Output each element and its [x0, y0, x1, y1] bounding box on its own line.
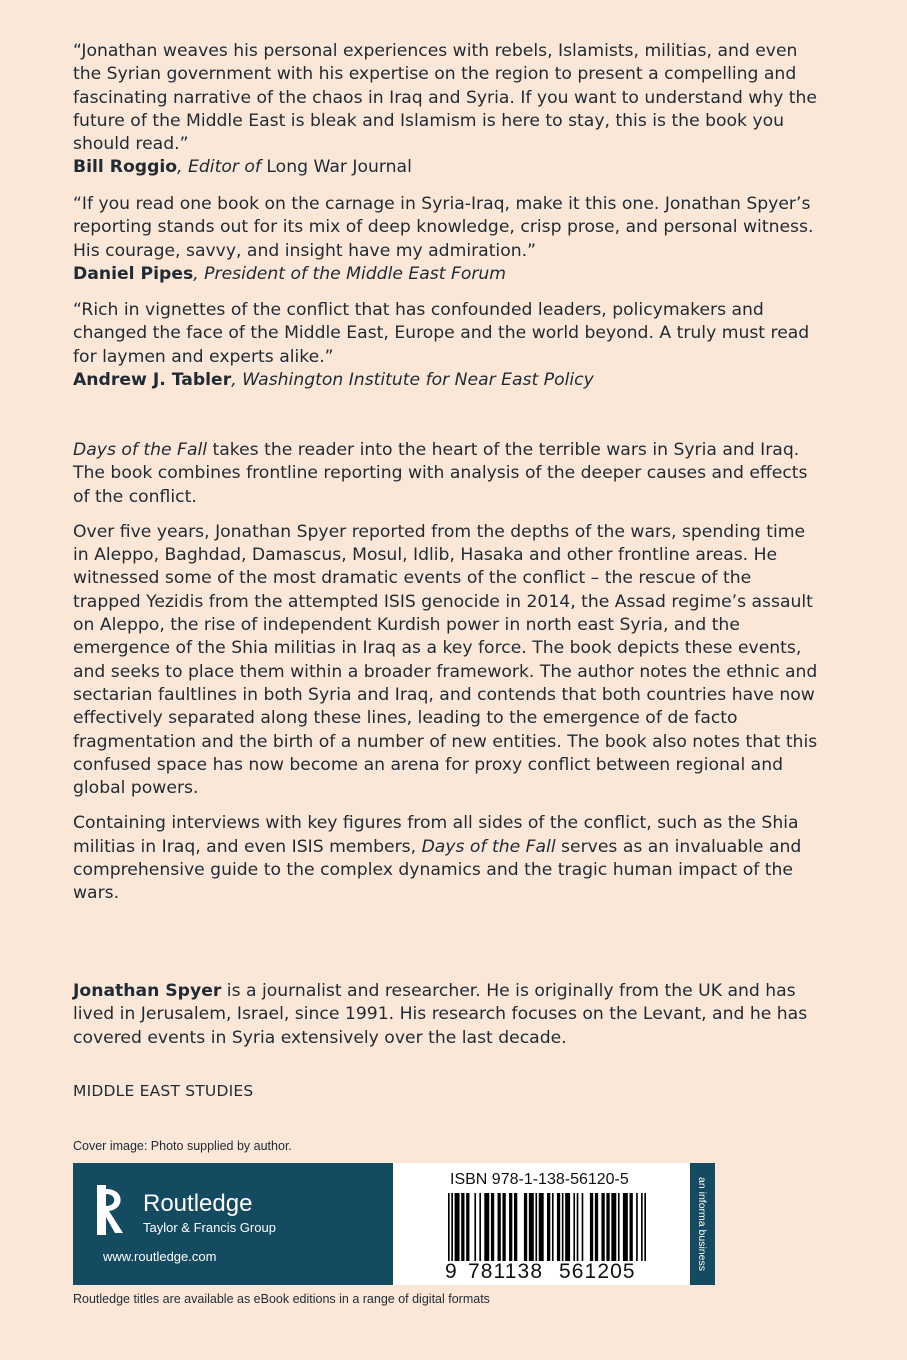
- barcode-bar-20: [562, 1193, 564, 1261]
- barcode-bar-7: [484, 1193, 489, 1261]
- barcode-bar-11: [509, 1193, 512, 1261]
- description-paragraph-1: [73, 439, 823, 509]
- endorsement-name: Andrew J. Tabler: [73, 369, 232, 390]
- barcode-bar-23: [577, 1193, 579, 1261]
- barcode-bar-30: [618, 1193, 620, 1261]
- endorsement-role-prefix: , Editor of: [177, 157, 267, 178]
- book-description: [73, 439, 823, 906]
- barcode-bar-6: [479, 1193, 481, 1261]
- endorsement-role: , Washington Institute for Near East Policy: [231, 369, 594, 390]
- isbn-label: ISBN 978-1-138-56120-5: [450, 1171, 629, 1188]
- publisher-name: Routledge: [143, 1190, 253, 1217]
- barcode-bar-10: [502, 1193, 505, 1261]
- endorsement-attribution: [73, 263, 823, 286]
- barcode-bar-4: [466, 1193, 469, 1261]
- barcode-digit-first: 9: [445, 1260, 457, 1283]
- endorsement-quote: “If you read one book on the carnage in Syria-Iraq, make it this one. Jonathan Spyer’s reporting stands out for its mix of deep knowledge, crisp prose, and personal witness. His courage, savvy, and insight have my admiration.”: [73, 194, 814, 261]
- barcode-bar-15: [535, 1193, 537, 1261]
- barcode-bar-19: [557, 1193, 560, 1261]
- endorsement-quote: “Rich in vignettes of the conflict that has confounded leaders, policymakers and changed the face of the Middle East, Europe and the world beyond. A truly must read for laymen and experts alike.”: [73, 300, 810, 367]
- endorsement-name: Bill Roggio: [73, 157, 178, 178]
- description-text: Containing interviews with key figures from all sides of the conflict, such as the Shia militias in Iraq, and even ISIS members,: [73, 813, 799, 857]
- ebook-footer-note: Routledge titles are available as eBook editions in a range of digital formats: [73, 1292, 490, 1306]
- endorsement-role-publication: Long War Journal: [266, 157, 412, 178]
- publisher-box: [73, 1163, 393, 1285]
- author-bio-paragraph: [73, 980, 823, 1050]
- barcode-bar-21: [565, 1193, 570, 1261]
- barcode-bar-13: [524, 1193, 527, 1261]
- description-paragraph-2: Over five years, Jonathan Spyer reported from the depths of the wars, spending time in Aleppo, Baghdad, Damascus, Mosul, Idlib, Hasaka and other frontline areas. He witnessed some of the most dramatic events of the conflict – the rescue of the trapped Yezidis from the attempted ISIS genocide in 2014, the Assad regime’s assault on Aleppo, the rise of independent Kurdish power in north east Syria, and the emergence of the Shia militias in Iraq as a key force. The book depicts these events, and seeks to place them within a broader framework. The author notes the ethnic and sectarian faultlines in both Syria and Iraq, and contends that both countries have now effectively separated along these lines, leading to the emergence of de facto fragmentation and the birth of a number of new entities. The book also notes that this confused space has now become an arena for proxy conflict between regional and global powers.: [73, 521, 818, 799]
- barcode-graphic: [448, 1193, 646, 1261]
- cover-credit: Cover image: Photo supplied by author.: [73, 1139, 292, 1153]
- author-name: Jonathan Spyer: [73, 981, 222, 1001]
- barcode-bar-22: [573, 1193, 575, 1261]
- endorsement-1: [73, 40, 823, 180]
- barcode-bar-3: [461, 1193, 464, 1261]
- endorsement-name: Daniel Pipes: [73, 263, 194, 284]
- barcode-digits-group-1: 781138: [468, 1260, 544, 1283]
- barcode-bar-32: [630, 1193, 633, 1261]
- description-paragraph-3: [73, 812, 823, 905]
- publisher-group: Taylor & Francis Group: [143, 1220, 276, 1235]
- barcode-bar-26: [595, 1193, 598, 1261]
- endorsement-attribution: [73, 156, 823, 179]
- endorsement-3: [73, 299, 823, 392]
- barcode-digits-group-2: 561205: [559, 1260, 636, 1283]
- barcode-bar-29: [611, 1193, 616, 1261]
- barcode-bar-2: [455, 1193, 460, 1261]
- barcode-bar-5: [474, 1193, 476, 1261]
- barcode-bar-12: [514, 1193, 517, 1261]
- routledge-logo-icon: [97, 1185, 127, 1235]
- description-text: serves as an invaluable and comprehensive guide to the complex dynamics and the tragic human impact of the wars.: [73, 836, 802, 904]
- endorsement-role: , President of the Middle East Forum: [193, 263, 507, 284]
- barcode-bar-0: [448, 1193, 450, 1261]
- barcode-bar-1: [451, 1193, 453, 1261]
- series-label: MIDDLE EAST STUDIES: [73, 1082, 254, 1100]
- barcode-bar-31: [623, 1193, 628, 1261]
- author-bio-text: is a journalist and researcher. He is originally from the UK and has lived in Jerusalem, Israel, since 1991. His research focuses on the Levant, and he has covered events in Syria extensively over the last decade.: [73, 981, 808, 1048]
- informa-strip: [690, 1163, 715, 1285]
- barcode-bar-9: [498, 1193, 501, 1261]
- barcode-bar-18: [552, 1193, 554, 1261]
- barcode-bar-16: [539, 1193, 544, 1261]
- barcode-bar-25: [590, 1193, 593, 1261]
- barcode-bar-33: [636, 1193, 638, 1261]
- barcode-bar-34: [641, 1193, 643, 1261]
- endorsement-quote: “Jonathan weaves his personal experiences with rebels, Islamists, militias, and even the Syrian government with his expertise on the region to present a compelling and fascinating narrative of the chaos in Iraq and Syria. If you want to understand why the future of the Middle East is bleak and Islamism is here to stay, this is the book you should read.”: [73, 41, 817, 155]
- endorsement-2: [73, 193, 823, 286]
- author-bio: [73, 980, 823, 1050]
- informa-label: an informa business: [696, 1177, 708, 1271]
- publisher-url: www.routledge.com: [103, 1249, 217, 1264]
- barcode-bar-28: [606, 1193, 609, 1261]
- endorsement-attribution: [73, 369, 823, 392]
- book-title: Days of the Fall: [73, 440, 208, 460]
- barcode-bar-8: [491, 1193, 494, 1261]
- barcode-bar-14: [529, 1193, 534, 1261]
- barcode-bar-24: [582, 1193, 584, 1261]
- description-text: takes the reader into the heart of the terrible wars in Syria and Iraq. The book combines frontline reporting with analysis of the deeper causes and effects of the conflict.: [73, 440, 808, 507]
- barcode-area: [393, 1163, 690, 1285]
- book-title: Days of the Fall: [421, 836, 556, 857]
- barcode-bar-27: [601, 1193, 604, 1261]
- barcode-bar-17: [547, 1193, 550, 1261]
- barcode-bar-35: [644, 1193, 646, 1261]
